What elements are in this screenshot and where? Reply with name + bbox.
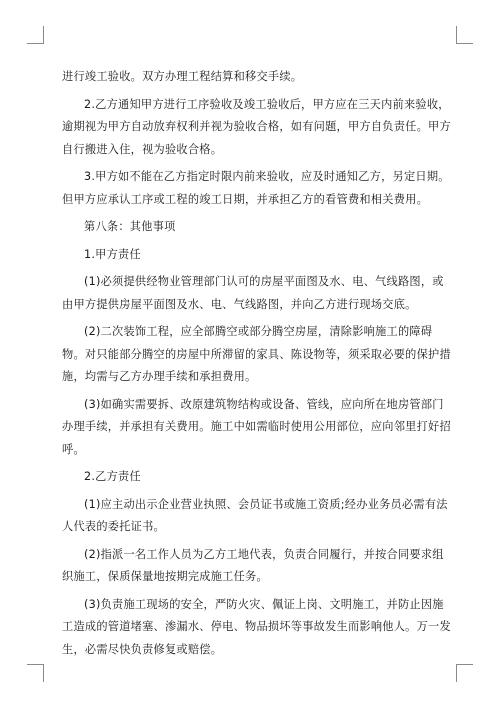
- paragraph-party-b-item-1: (1)应主动出示企业营业执照、会员证书或施工资质;经办业务员必需有法人代表的委托证书。: [62, 497, 448, 533]
- paragraph-acceptance-notice: 2.乙方通知甲方进行工序验收及竣工验收后，甲方应在三天内前来验收，逾期视为甲方自动放弃权利并视为验收合格，如有问题，甲方自负责任。甲方自行搬进入住，视为验收合格。: [62, 97, 451, 156]
- paragraph-party-a-item-1: (1)必须提供经物业管理部门认可的房屋平面图及水、电、气线路图，或由甲方提供房屋平面图及水、电、气线路图，并向乙方进行现场交底。: [62, 275, 444, 311]
- paragraph-party-b-item-3: (3)负责施工现场的安全，严防火灾、佩证上岗、文明施工，并防止因施工造成的管道堵塞、渗漏水、停电、物品损坏等事故发生而影响他人。万一发生，必需尽快负责修复或赔偿。: [62, 597, 451, 656]
- paragraph-acceptance-reschedule: 3.甲方如不能在乙方指定时限内前来验收，应及时通知乙方，另定日期。但甲方应承认工序或工程的竣工日期，并承担乙方的看管费和相关费用。: [62, 170, 450, 206]
- subheading-party-a-responsibility: 1.甲方责任: [84, 247, 141, 261]
- paragraph-party-b-item-2: (2)指派一名工作人员为乙方工地代表，负责合同履行，并按合同要求组织施工，保质保量地按期完成施工任务。: [62, 547, 444, 583]
- paragraph-continuation: 进行竣工验收。双方办理工程结算和移交手续。: [62, 70, 303, 83]
- subheading-party-b-responsibility: 2.乙方责任: [84, 470, 141, 483]
- paragraph-party-a-item-2: (2)二次装饰工程，应全部腾空或部分腾空房屋，清除影响施工的障碍物。对只能部分腾空的房屋中所滞留的家具、陈设物等，须采取必要的保护措施，均需与乙方办理手续和承担费用。: [62, 325, 451, 383]
- paragraph-party-a-item-3: (3)如确实需要拆、改原建筑物结构或设备、管线，应向所在地房管部门办理手续，并承担有关费用。施工中如需临时使用公用部位，应向邻里打好招呼。: [62, 397, 451, 456]
- section-heading-article-8: 第八条：其他事项: [84, 220, 176, 233]
- document-body: [62, 66, 452, 661]
